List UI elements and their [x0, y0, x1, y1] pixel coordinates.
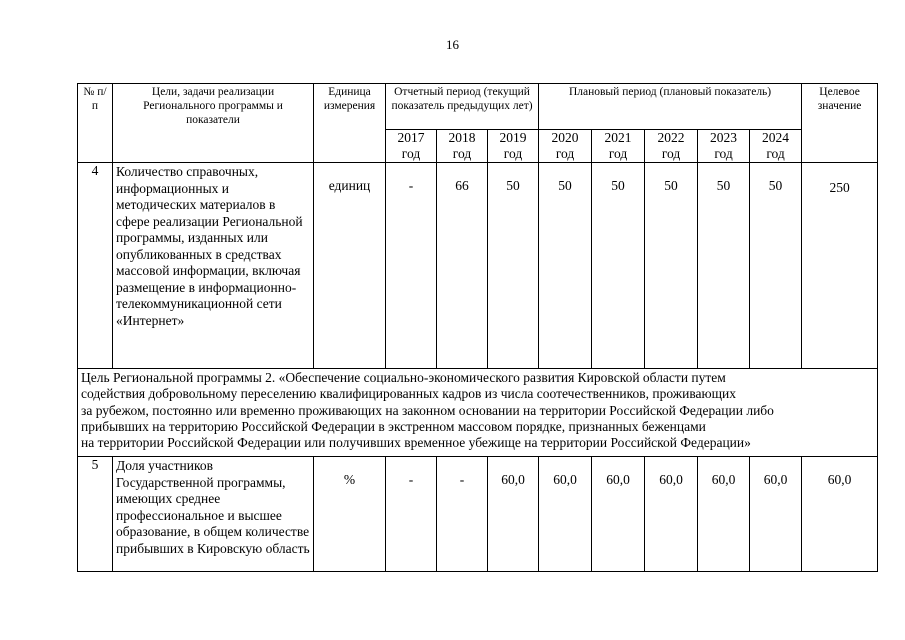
year-cell: 2019 год: [488, 130, 539, 163]
table-row: [78, 457, 878, 572]
row-target: 250: [802, 163, 878, 369]
row-value: 60,0: [539, 457, 592, 572]
header-num: № п/п: [78, 84, 113, 163]
year-cell: 2020 год: [539, 130, 592, 163]
header-unit: Единица измерения: [314, 84, 386, 163]
row-value: 50: [539, 163, 592, 369]
row-value: -: [386, 163, 437, 369]
row-value: -: [386, 457, 437, 572]
row-value: 50: [488, 163, 539, 369]
table-row: [78, 163, 878, 369]
row-value: -: [437, 457, 488, 572]
year-cell: 2024 год: [750, 130, 802, 163]
year-cell: 2021 год: [592, 130, 645, 163]
row-description: Количество справочных, информационных и методических материалов в сфере реализации Региональной программы, изданных или опубликованных в средствах массовой информации, включая размещение в информационно-телекоммуникационной сети «Интернет»: [113, 163, 314, 369]
header-goals: Цели, задачи реализации Регионального программы и показатели: [113, 84, 314, 163]
row-unit: единиц: [314, 163, 386, 369]
indicators-table: [77, 83, 878, 572]
year-cell: 2017 год: [386, 130, 437, 163]
row-value: 60,0: [698, 457, 750, 572]
row-value: 50: [592, 163, 645, 369]
header-report-period: Отчетный период (текущий показатель предыдущих лет): [386, 84, 539, 130]
page-number: 16: [446, 37, 459, 52]
header-target: Целевое значение: [802, 84, 878, 163]
row-value: 60,0: [592, 457, 645, 572]
year-cell: 2018 год: [437, 130, 488, 163]
year-cell: 2022 год: [645, 130, 698, 163]
goal-row: [78, 369, 878, 457]
row-value: 60,0: [645, 457, 698, 572]
row-value: 66: [437, 163, 488, 369]
goal-text: Цель Региональной программы 2. «Обеспечение социально-экономического развития Кировской области путем содействия добровольному переселению квалифицированных кадров из числа соотечественников, проживающих за рубежом, постоянно или временно проживающих на законном основании на территории Российской Федерации либо прибывших на территорию Российской Федерации в экстренном массовом порядке, признанных беженцами на территории Российской Федерации или получивших временное убежище на территории Российской Федерации»: [78, 369, 878, 457]
row-value: 50: [698, 163, 750, 369]
row-value: 50: [750, 163, 802, 369]
row-value: 60,0: [750, 457, 802, 572]
year-cell: 2023 год: [698, 130, 750, 163]
header-plan-period: Плановый период (плановый показатель): [539, 84, 802, 130]
row-target: 60,0: [802, 457, 878, 572]
row-value: 60,0: [488, 457, 539, 572]
row-unit: %: [314, 457, 386, 572]
row-index: 5: [78, 457, 113, 572]
row-description: Доля участников Государственной программы, имеющих среднее профессиональное и высшее образование, в общем количестве прибывших в Кировскую область: [113, 457, 314, 572]
row-index: 4: [78, 163, 113, 369]
row-value: 50: [645, 163, 698, 369]
